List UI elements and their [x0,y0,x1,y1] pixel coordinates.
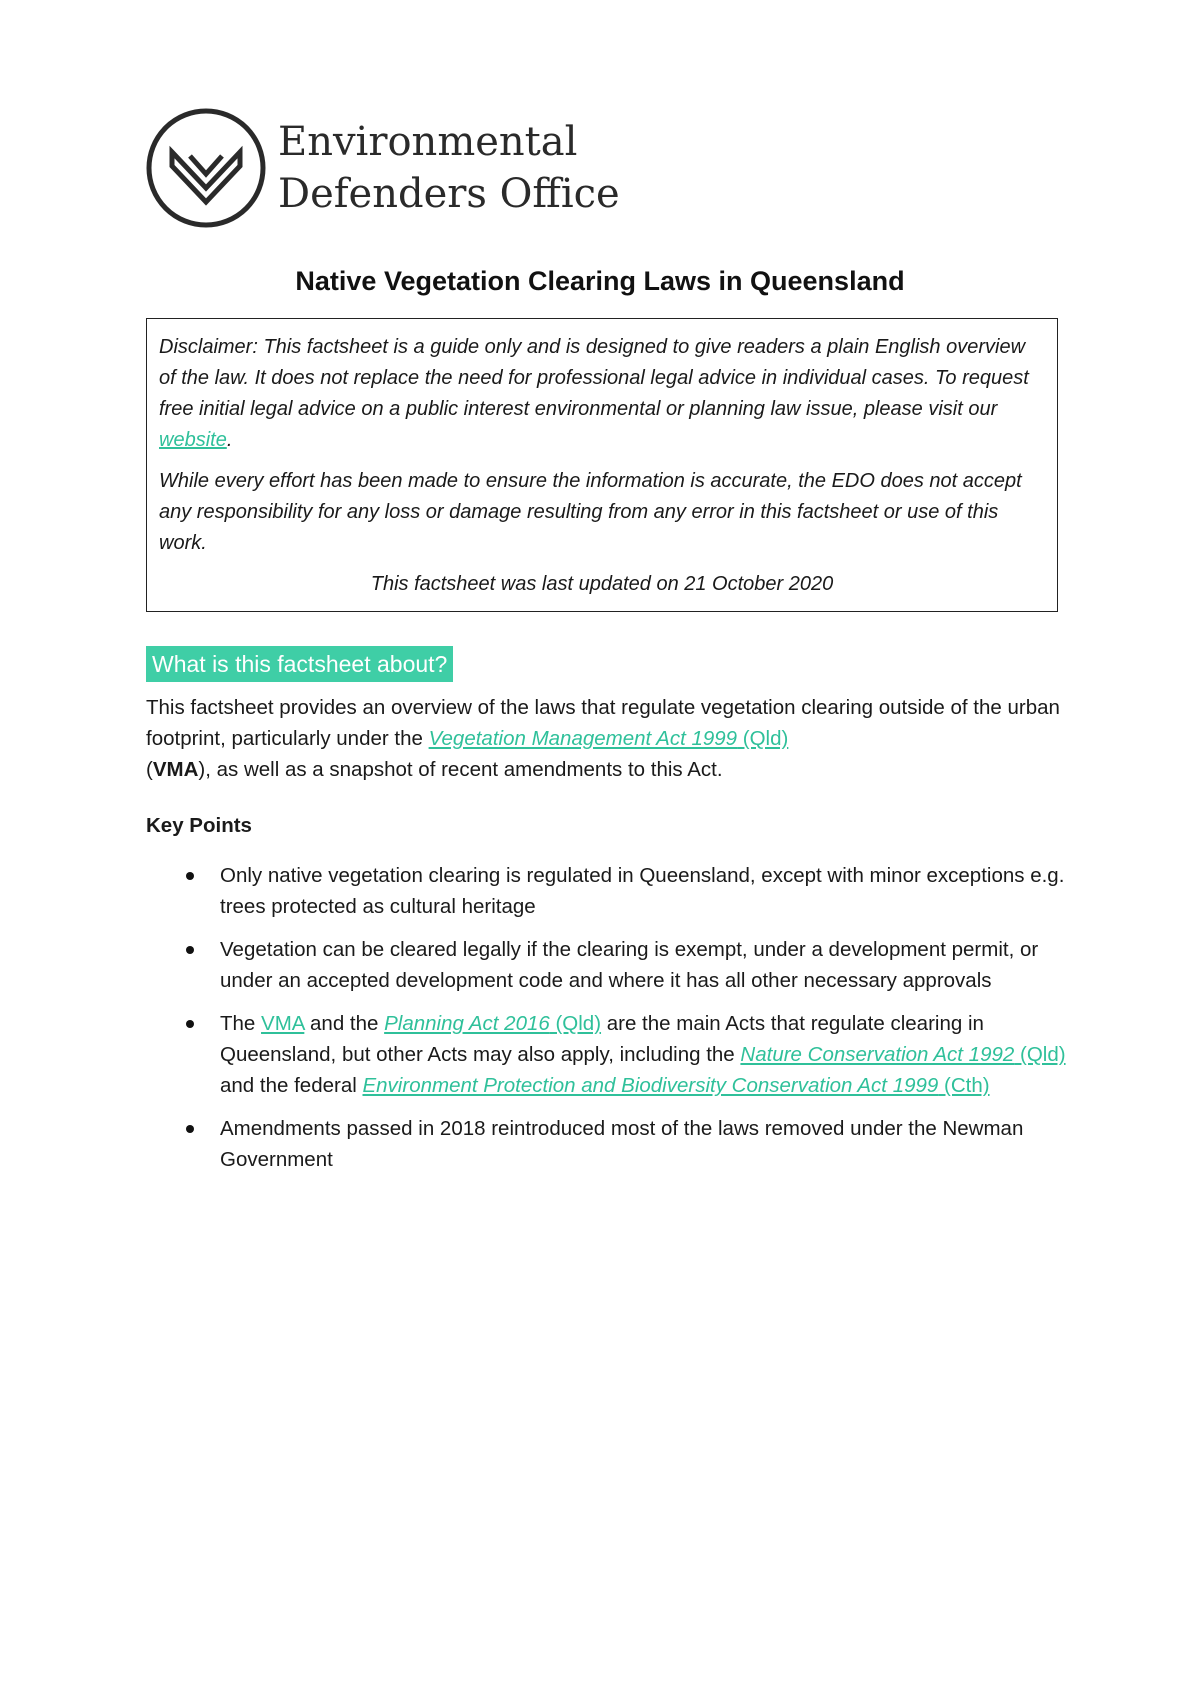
edo-shield-logo-icon [146,100,266,236]
vma-act-title: Vegetation Management Act 1999 [428,727,738,750]
key-point-text: and the [304,1012,385,1035]
epbc-act-jurisdiction: (Cth) [938,1074,990,1097]
last-updated-text: This factsheet was last updated on 21 October 2020 [370,573,834,595]
section-heading: What is this factsheet about? [146,646,453,682]
list-item [146,860,1066,922]
list-item [146,1008,1066,1101]
vma-act-jurisdiction: (Qld) [737,727,789,750]
page-title: Native Vegetation Clearing Laws in Queensland [295,266,905,296]
logo-line-1: Environmental [278,119,578,165]
website-link[interactable]: website [159,429,227,451]
key-point-text: and the federal [220,1074,363,1097]
intro-text: This factsheet provides an overview of the laws that regulate vegetation clearing outside of the urban footprint, particularly under the [146,696,1060,750]
key-points-heading: Key Points [146,814,252,837]
responsibility-paragraph: While every effort has been made to ensure the information is accurate, the EDO does not accept any responsibility for any loss or damage resulting from any error in this factsheet or use of this work. [159,470,1022,554]
key-point-text: The [220,1012,262,1035]
vma-abbreviation: VMA [152,758,199,781]
bullet-icon [186,946,194,954]
key-point-text: are the main Acts that regulate clearing in Queensland, but other Acts may also apply, including the [220,1012,984,1066]
intro-open-paren: ( [146,758,153,781]
vma-act-link[interactable] [429,727,789,750]
epbc-act-link[interactable] [362,1074,989,1097]
epbc-act-title: Environment Protection and Biodiversity Conservation Act 1999 [362,1074,939,1097]
planning-act-title: Planning Act 2016 [384,1012,550,1035]
logo-wordmark [278,116,620,220]
disclaimer-text: Disclaimer: This factsheet is a guide only and is designed to give readers a plain English overview of the law. It does not replace the need for professional legal advice in individual cases. To request free initial legal advice on a public interest environmental or planning law issue, please visit our [159,336,1029,420]
intro-paragraph [146,692,1066,785]
disclaimer-period: . [226,429,233,451]
key-point-text: Amendments passed in 2018 reintroduced most of the laws removed under the Newman Government [220,1117,1024,1171]
vma-link[interactable]: VMA [261,1012,305,1035]
planning-act-jurisdiction: (Qld) [549,1012,602,1035]
edo-logo [146,100,620,236]
nature-conservation-act-title: Nature Conservation Act 1992 [740,1043,1015,1066]
key-point-text: Only native vegetation clearing is regulated in Queensland, except with minor exceptions e.g. trees protected as cultural heritage [220,864,1065,918]
bullet-icon [186,872,194,880]
nature-conservation-act-link[interactable] [740,1043,1065,1066]
key-points-list [146,860,1066,1187]
planning-act-link[interactable] [384,1012,601,1035]
key-point-text: Vegetation can be cleared legally if the clearing is exempt, under a development permit, or under an accepted development code and where it has all other necessary approvals [220,938,1039,992]
bullet-icon [186,1125,194,1133]
nature-conservation-act-jurisdiction: (Qld) [1014,1043,1066,1066]
disclaimer-box [146,318,1058,612]
list-item [146,934,1066,996]
list-item [146,1113,1066,1175]
intro-text-end: ), as well as a snapshot of recent amendments to this Act. [198,758,723,781]
bullet-icon [186,1020,194,1028]
logo-line-2: Defenders Office [278,171,620,217]
disclaimer-paragraph [159,332,1045,456]
